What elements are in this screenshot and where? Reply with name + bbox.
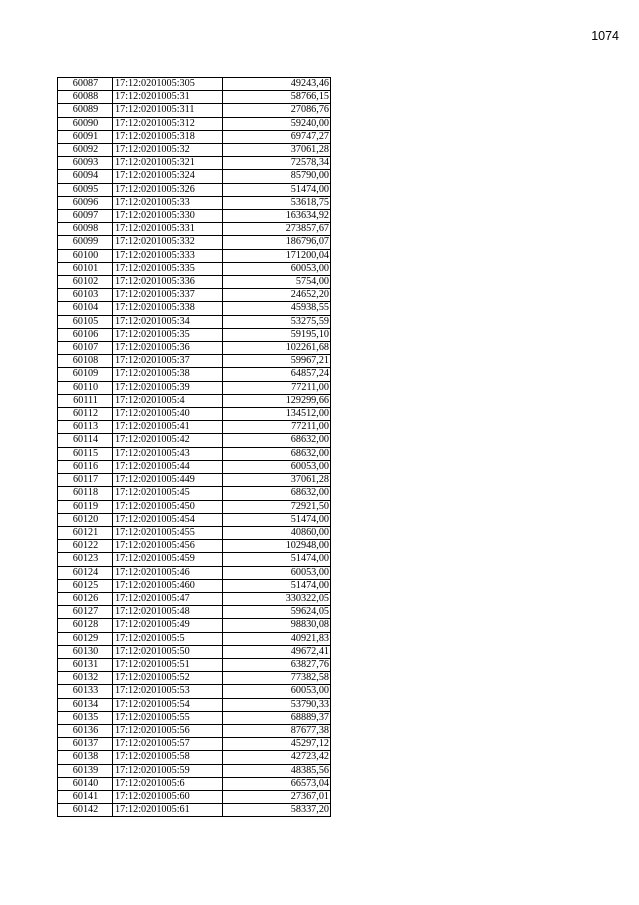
value-cell: 49243,46 [223, 78, 331, 91]
row-number-cell: 60136 [58, 724, 113, 737]
row-number-cell: 60103 [58, 289, 113, 302]
table-row [58, 130, 331, 143]
table-row [58, 302, 331, 315]
row-number-cell: 60088 [58, 91, 113, 104]
cadastral-number-cell: 17:12:0201005:459 [113, 553, 223, 566]
value-cell: 40921,83 [223, 632, 331, 645]
cadastral-number-cell: 17:12:0201005:54 [113, 698, 223, 711]
row-number-cell: 60104 [58, 302, 113, 315]
row-number-cell: 60110 [58, 381, 113, 394]
value-cell: 60053,00 [223, 685, 331, 698]
row-number-cell: 60138 [58, 751, 113, 764]
cadastral-number-cell: 17:12:0201005:5 [113, 632, 223, 645]
row-number-cell: 60098 [58, 223, 113, 236]
row-number-cell: 60134 [58, 698, 113, 711]
table-row [58, 117, 331, 130]
row-number-cell: 60119 [58, 500, 113, 513]
value-cell: 77211,00 [223, 421, 331, 434]
cadastral-number-cell: 17:12:0201005:34 [113, 315, 223, 328]
table-row [58, 144, 331, 157]
table-row [58, 355, 331, 368]
row-number-cell: 60111 [58, 394, 113, 407]
row-number-cell: 60115 [58, 447, 113, 460]
row-number-cell: 60132 [58, 672, 113, 685]
table-row [58, 738, 331, 751]
row-number-cell: 60130 [58, 645, 113, 658]
row-number-cell: 60091 [58, 130, 113, 143]
table-body [58, 78, 331, 817]
row-number-cell: 60127 [58, 606, 113, 619]
table-row [58, 540, 331, 553]
cadastral-number-cell: 17:12:0201005:39 [113, 381, 223, 394]
row-number-cell: 60094 [58, 170, 113, 183]
value-cell: 72578,34 [223, 157, 331, 170]
value-cell: 51474,00 [223, 579, 331, 592]
value-cell: 129299,66 [223, 394, 331, 407]
table-row [58, 804, 331, 817]
row-number-cell: 60126 [58, 592, 113, 605]
table-row [58, 513, 331, 526]
table-row [58, 236, 331, 249]
data-table [57, 77, 331, 817]
row-number-cell: 60090 [58, 117, 113, 130]
cadastral-number-cell: 17:12:0201005:35 [113, 328, 223, 341]
row-number-cell: 60137 [58, 738, 113, 751]
row-number-cell: 60142 [58, 804, 113, 817]
cadastral-number-cell: 17:12:0201005:311 [113, 104, 223, 117]
value-cell: 66573,04 [223, 777, 331, 790]
table-row [58, 592, 331, 605]
cadastral-number-cell: 17:12:0201005:33 [113, 196, 223, 209]
cadastral-number-cell: 17:12:0201005:51 [113, 658, 223, 671]
table-row [58, 764, 331, 777]
row-number-cell: 60116 [58, 460, 113, 473]
table-row [58, 447, 331, 460]
row-number-cell: 60135 [58, 711, 113, 724]
cadastral-number-cell: 17:12:0201005:4 [113, 394, 223, 407]
cadastral-number-cell: 17:12:0201005:305 [113, 78, 223, 91]
row-number-cell: 60122 [58, 540, 113, 553]
cadastral-number-cell: 17:12:0201005:58 [113, 751, 223, 764]
cadastral-number-cell: 17:12:0201005:52 [113, 672, 223, 685]
value-cell: 60053,00 [223, 262, 331, 275]
value-cell: 59967,21 [223, 355, 331, 368]
table-row [58, 579, 331, 592]
row-number-cell: 60140 [58, 777, 113, 790]
cadastral-number-cell: 17:12:0201005:47 [113, 592, 223, 605]
row-number-cell: 60121 [58, 526, 113, 539]
cadastral-number-cell: 17:12:0201005:60 [113, 790, 223, 803]
value-cell: 87677,38 [223, 724, 331, 737]
cadastral-number-cell: 17:12:0201005:59 [113, 764, 223, 777]
table-row [58, 91, 331, 104]
cadastral-number-cell: 17:12:0201005:55 [113, 711, 223, 724]
value-cell: 68632,00 [223, 487, 331, 500]
value-cell: 98830,08 [223, 619, 331, 632]
value-cell: 134512,00 [223, 408, 331, 421]
value-cell: 64857,24 [223, 368, 331, 381]
row-number-cell: 60118 [58, 487, 113, 500]
table-row [58, 276, 331, 289]
cadastral-number-cell: 17:12:0201005:53 [113, 685, 223, 698]
cadastral-number-cell: 17:12:0201005:326 [113, 183, 223, 196]
table-row [58, 421, 331, 434]
cadastral-number-cell: 17:12:0201005:37 [113, 355, 223, 368]
cadastral-number-cell: 17:12:0201005:337 [113, 289, 223, 302]
value-cell: 51474,00 [223, 513, 331, 526]
row-number-cell: 60123 [58, 553, 113, 566]
table-row [58, 408, 331, 421]
table-row [58, 328, 331, 341]
row-number-cell: 60131 [58, 658, 113, 671]
row-number-cell: 60133 [58, 685, 113, 698]
value-cell: 37061,28 [223, 144, 331, 157]
row-number-cell: 60113 [58, 421, 113, 434]
row-number-cell: 60125 [58, 579, 113, 592]
page-number: 1074 [591, 29, 619, 43]
value-cell: 58337,20 [223, 804, 331, 817]
value-cell: 68889,37 [223, 711, 331, 724]
cadastral-number-cell: 17:12:0201005:338 [113, 302, 223, 315]
value-cell: 72921,50 [223, 500, 331, 513]
value-cell: 51474,00 [223, 183, 331, 196]
value-cell: 37061,28 [223, 474, 331, 487]
value-cell: 53275,59 [223, 315, 331, 328]
value-cell: 59624,05 [223, 606, 331, 619]
cadastral-number-cell: 17:12:0201005:31 [113, 91, 223, 104]
value-cell: 163634,92 [223, 210, 331, 223]
value-cell: 45938,55 [223, 302, 331, 315]
table-row [58, 698, 331, 711]
row-number-cell: 60141 [58, 790, 113, 803]
value-cell: 51474,00 [223, 553, 331, 566]
table-row [58, 249, 331, 262]
table-row [58, 724, 331, 737]
table-row [58, 619, 331, 632]
row-number-cell: 60108 [58, 355, 113, 368]
cadastral-number-cell: 17:12:0201005:330 [113, 210, 223, 223]
table-row [58, 632, 331, 645]
table-row [58, 170, 331, 183]
value-cell: 85790,00 [223, 170, 331, 183]
cadastral-number-cell: 17:12:0201005:56 [113, 724, 223, 737]
cadastral-number-cell: 17:12:0201005:57 [113, 738, 223, 751]
row-number-cell: 60087 [58, 78, 113, 91]
value-cell: 49672,41 [223, 645, 331, 658]
value-cell: 53790,33 [223, 698, 331, 711]
cadastral-number-cell: 17:12:0201005:6 [113, 777, 223, 790]
cadastral-number-cell: 17:12:0201005:336 [113, 276, 223, 289]
table-row [58, 606, 331, 619]
value-cell: 273857,67 [223, 223, 331, 236]
value-cell: 48385,56 [223, 764, 331, 777]
value-cell: 330322,05 [223, 592, 331, 605]
value-cell: 77211,00 [223, 381, 331, 394]
cadastral-number-cell: 17:12:0201005:36 [113, 342, 223, 355]
table-row [58, 553, 331, 566]
cadastral-number-cell: 17:12:0201005:43 [113, 447, 223, 460]
cadastral-number-cell: 17:12:0201005:45 [113, 487, 223, 500]
value-cell: 58766,15 [223, 91, 331, 104]
value-cell: 69747,27 [223, 130, 331, 143]
table-row [58, 381, 331, 394]
table-row [58, 711, 331, 724]
table-row [58, 262, 331, 275]
table-row [58, 751, 331, 764]
table-row [58, 474, 331, 487]
value-cell: 186796,07 [223, 236, 331, 249]
cadastral-number-cell: 17:12:0201005:454 [113, 513, 223, 526]
cadastral-number-cell: 17:12:0201005:61 [113, 804, 223, 817]
table-row [58, 342, 331, 355]
value-cell: 27367,01 [223, 790, 331, 803]
table-row [58, 315, 331, 328]
row-number-cell: 60095 [58, 183, 113, 196]
value-cell: 60053,00 [223, 460, 331, 473]
row-number-cell: 60128 [58, 619, 113, 632]
table-row [58, 223, 331, 236]
cadastral-number-cell: 17:12:0201005:44 [113, 460, 223, 473]
row-number-cell: 60096 [58, 196, 113, 209]
row-number-cell: 60139 [58, 764, 113, 777]
value-cell: 24652,20 [223, 289, 331, 302]
cadastral-number-cell: 17:12:0201005:321 [113, 157, 223, 170]
cadastral-number-cell: 17:12:0201005:332 [113, 236, 223, 249]
value-cell: 77382,58 [223, 672, 331, 685]
value-cell: 102261,68 [223, 342, 331, 355]
cadastral-number-cell: 17:12:0201005:46 [113, 566, 223, 579]
table-row [58, 210, 331, 223]
value-cell: 63827,76 [223, 658, 331, 671]
cadastral-number-cell: 17:12:0201005:49 [113, 619, 223, 632]
row-number-cell: 60112 [58, 408, 113, 421]
table-row [58, 790, 331, 803]
cadastral-number-cell: 17:12:0201005:460 [113, 579, 223, 592]
value-cell: 27086,76 [223, 104, 331, 117]
cadastral-number-cell: 17:12:0201005:333 [113, 249, 223, 262]
table-row [58, 645, 331, 658]
value-cell: 5754,00 [223, 276, 331, 289]
row-number-cell: 60102 [58, 276, 113, 289]
table-row [58, 157, 331, 170]
cadastral-number-cell: 17:12:0201005:32 [113, 144, 223, 157]
cadastral-number-cell: 17:12:0201005:449 [113, 474, 223, 487]
row-number-cell: 60124 [58, 566, 113, 579]
value-cell: 171200,04 [223, 249, 331, 262]
cadastral-number-cell: 17:12:0201005:50 [113, 645, 223, 658]
row-number-cell: 60129 [58, 632, 113, 645]
row-number-cell: 60099 [58, 236, 113, 249]
table-row [58, 658, 331, 671]
cadastral-number-cell: 17:12:0201005:324 [113, 170, 223, 183]
table-row [58, 487, 331, 500]
row-number-cell: 60089 [58, 104, 113, 117]
value-cell: 59195,10 [223, 328, 331, 341]
value-cell: 45297,12 [223, 738, 331, 751]
table-row [58, 685, 331, 698]
cadastral-number-cell: 17:12:0201005:455 [113, 526, 223, 539]
value-cell: 68632,00 [223, 434, 331, 447]
table-row [58, 777, 331, 790]
value-cell: 68632,00 [223, 447, 331, 460]
cadastral-number-cell: 17:12:0201005:38 [113, 368, 223, 381]
row-number-cell: 60117 [58, 474, 113, 487]
table-row [58, 566, 331, 579]
table-row [58, 196, 331, 209]
row-number-cell: 60120 [58, 513, 113, 526]
table-row [58, 460, 331, 473]
cadastral-number-cell: 17:12:0201005:450 [113, 500, 223, 513]
cadastral-number-cell: 17:12:0201005:331 [113, 223, 223, 236]
cadastral-number-cell: 17:12:0201005:40 [113, 408, 223, 421]
cadastral-number-cell: 17:12:0201005:456 [113, 540, 223, 553]
cadastral-number-cell: 17:12:0201005:335 [113, 262, 223, 275]
value-cell: 102948,00 [223, 540, 331, 553]
cadastral-number-cell: 17:12:0201005:312 [113, 117, 223, 130]
table-row [58, 394, 331, 407]
value-cell: 40860,00 [223, 526, 331, 539]
table-row [58, 78, 331, 91]
table-row [58, 672, 331, 685]
table-row [58, 368, 331, 381]
table-row [58, 104, 331, 117]
table-row [58, 183, 331, 196]
row-number-cell: 60106 [58, 328, 113, 341]
cadastral-number-cell: 17:12:0201005:42 [113, 434, 223, 447]
value-cell: 42723,42 [223, 751, 331, 764]
row-number-cell: 60100 [58, 249, 113, 262]
row-number-cell: 60093 [58, 157, 113, 170]
row-number-cell: 60109 [58, 368, 113, 381]
value-cell: 53618,75 [223, 196, 331, 209]
cadastral-number-cell: 17:12:0201005:318 [113, 130, 223, 143]
value-cell: 59240,00 [223, 117, 331, 130]
row-number-cell: 60092 [58, 144, 113, 157]
table-row [58, 526, 331, 539]
table-row [58, 434, 331, 447]
cadastral-number-cell: 17:12:0201005:41 [113, 421, 223, 434]
cadastral-number-cell: 17:12:0201005:48 [113, 606, 223, 619]
row-number-cell: 60097 [58, 210, 113, 223]
table-row [58, 289, 331, 302]
row-number-cell: 60105 [58, 315, 113, 328]
row-number-cell: 60107 [58, 342, 113, 355]
value-cell: 60053,00 [223, 566, 331, 579]
row-number-cell: 60114 [58, 434, 113, 447]
row-number-cell: 60101 [58, 262, 113, 275]
table-row [58, 500, 331, 513]
